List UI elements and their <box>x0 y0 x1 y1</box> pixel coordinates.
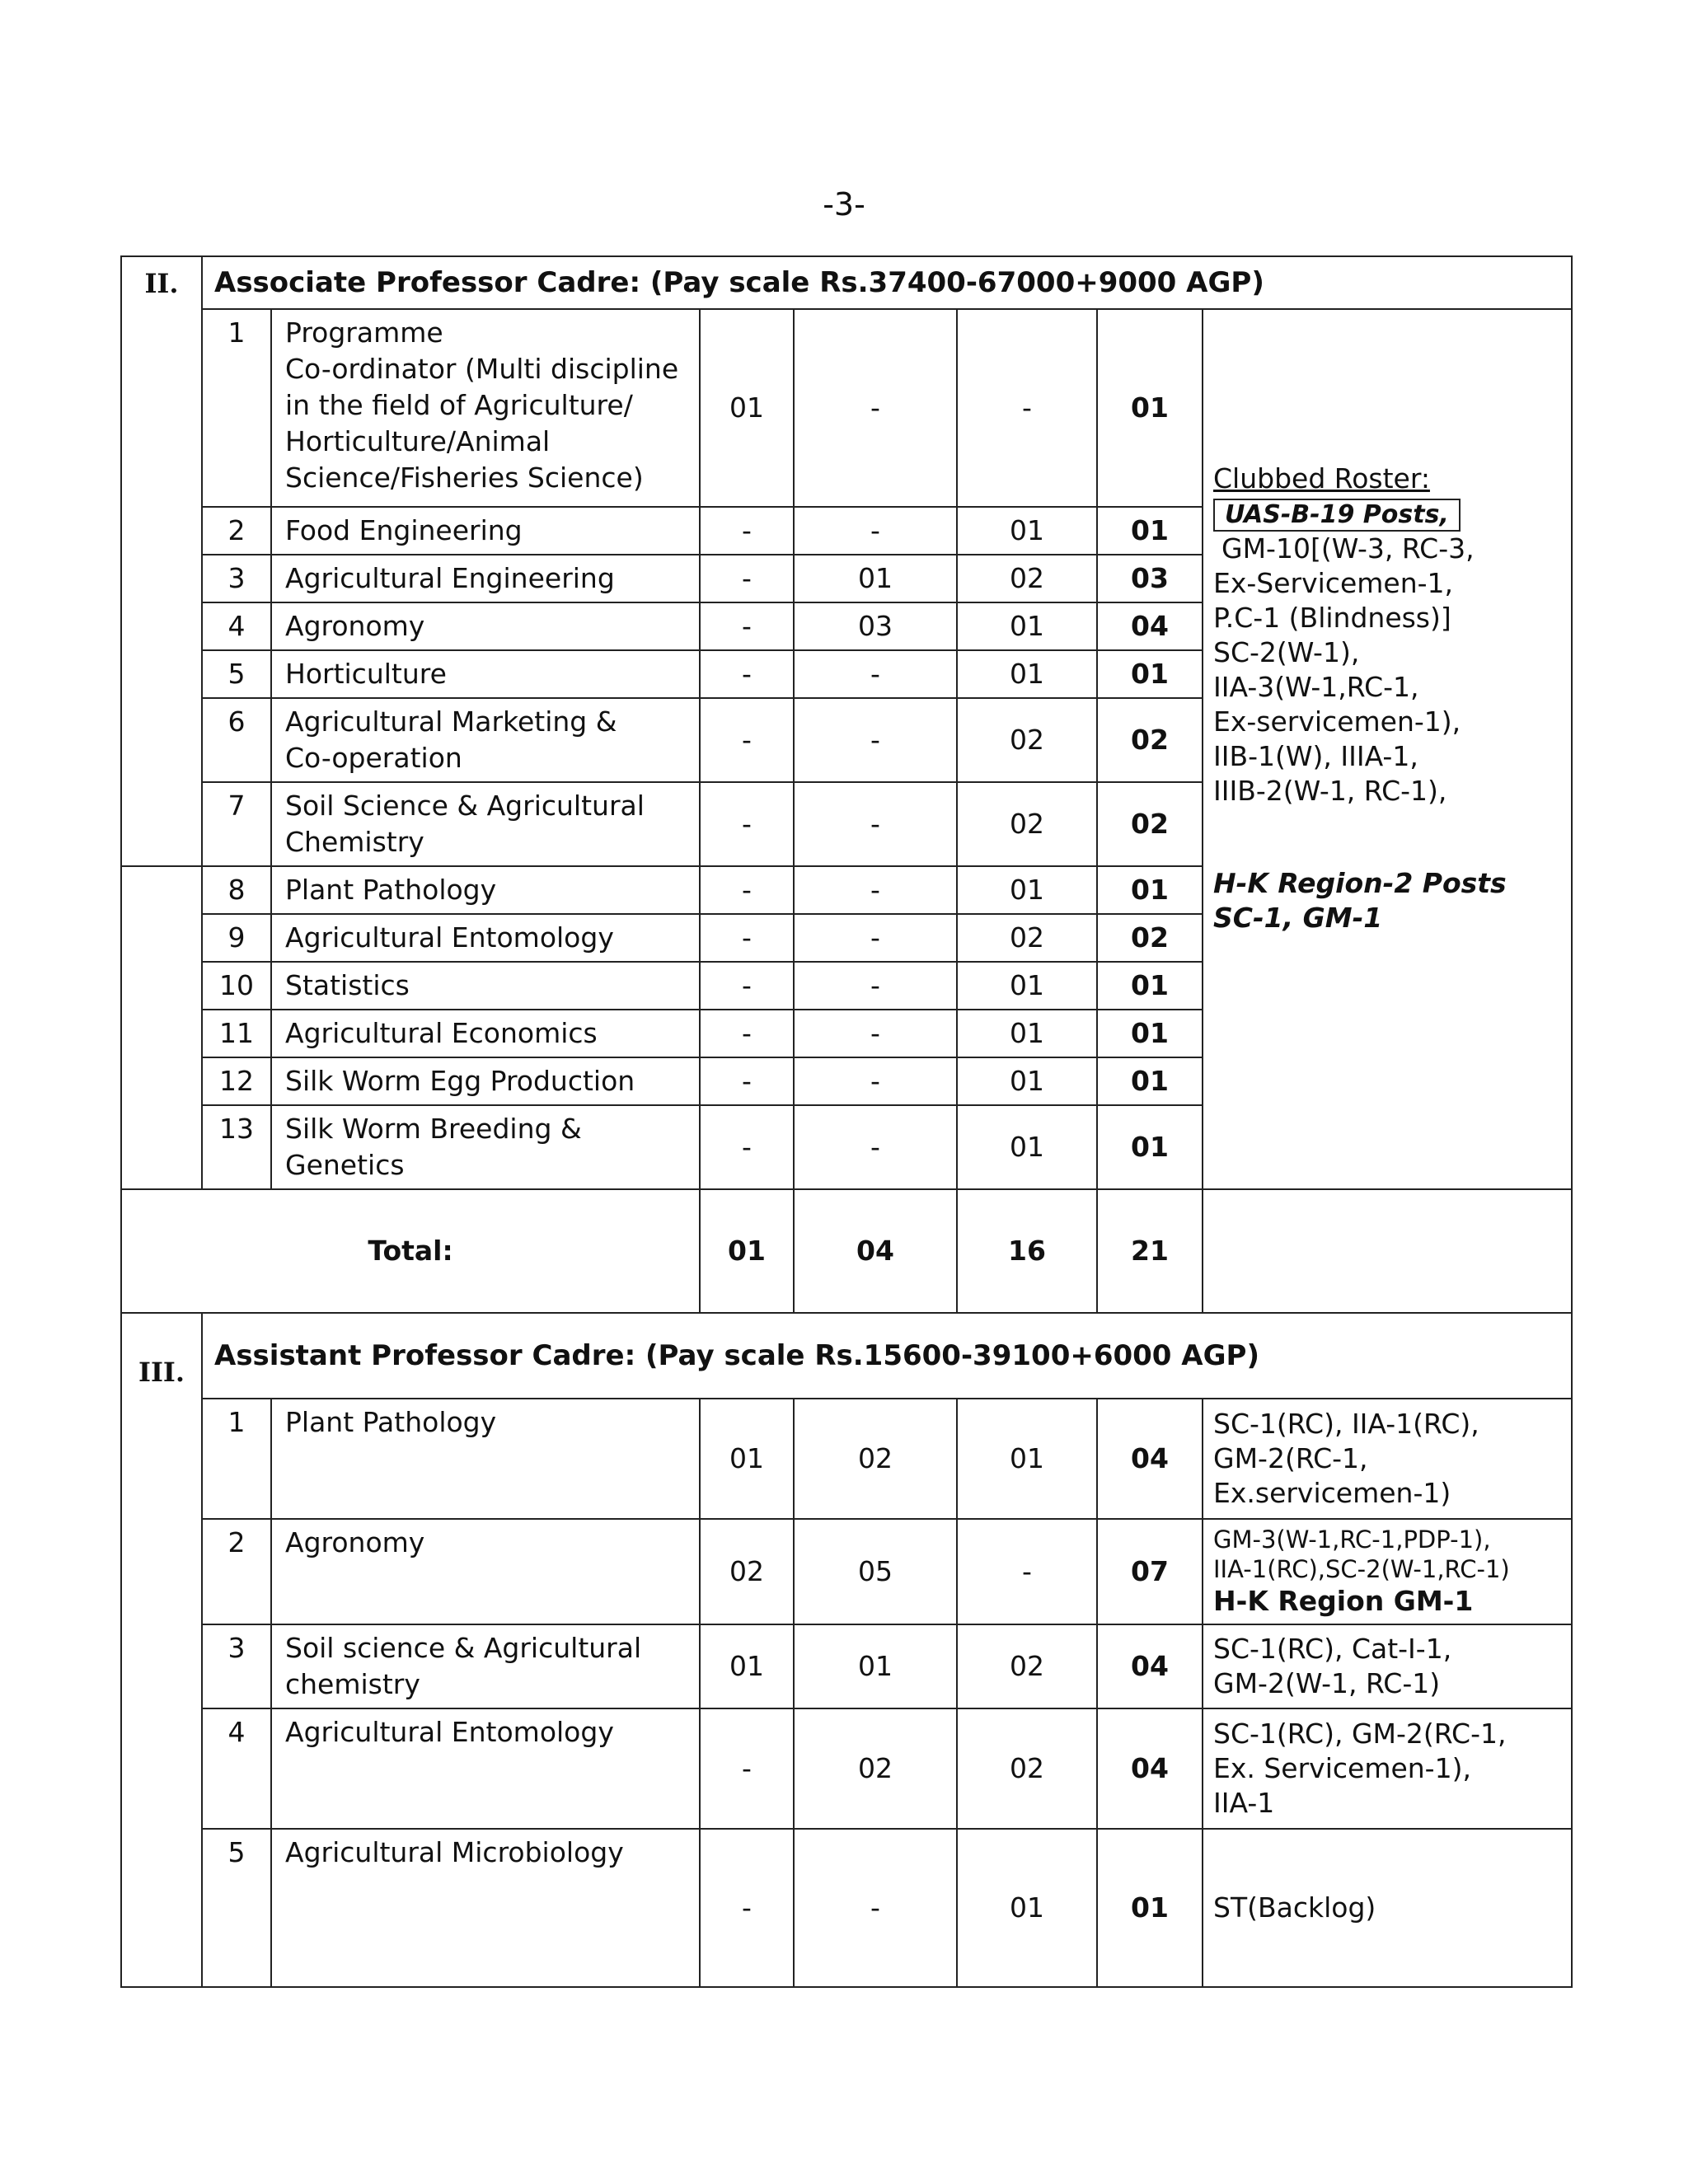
numeral-spacer <box>121 1010 202 1057</box>
count-col1: - <box>700 782 794 866</box>
numeral-spacer <box>121 507 202 555</box>
subject: Agricultural Economics <box>271 1010 700 1057</box>
numeral-spacer <box>121 1519 202 1624</box>
numeral-spacer <box>121 1829 202 1987</box>
sl-number: 2 <box>202 507 271 555</box>
count-col3: 01 <box>957 1010 1097 1057</box>
clubbed-roster-title: Clubbed Roster: <box>1213 462 1430 494</box>
table-row <box>121 1624 1572 1708</box>
sl-number: 1 <box>202 1399 271 1519</box>
section-heading-asst: Assistant Professor Cadre: (Pay scale Rs.15600-39100+6000 AGP) <box>202 1313 1572 1399</box>
count-col2: - <box>794 698 957 782</box>
section-heading-assoc: Associate Professor Cadre: (Pay scale Rs.37400-67000+9000 AGP) <box>202 256 1572 309</box>
subject: Food Engineering <box>271 507 700 555</box>
sl-number: 11 <box>202 1010 271 1057</box>
subject: Agricultural Entomology <box>271 1708 700 1829</box>
row-total: 01 <box>1097 1010 1203 1057</box>
count-col1: - <box>700 1708 794 1829</box>
count-col2: 03 <box>794 602 957 650</box>
count-col2: 02 <box>794 1708 957 1829</box>
numeral-spacer <box>121 1399 202 1519</box>
section-numeral-asst: III. <box>121 1313 202 1399</box>
subject: Plant Pathology <box>271 1399 700 1519</box>
roster-remarks: SC-1(RC), GM-2(RC-1, Ex. Servicemen-1), IIA-1 <box>1203 1708 1572 1829</box>
roster-line: IIB-1(W), IIIA-1, <box>1213 740 1418 772</box>
count-col1: - <box>700 1829 794 1987</box>
table-row <box>121 1708 1572 1829</box>
count-col3: - <box>957 1519 1097 1624</box>
row-total: 04 <box>1097 1399 1203 1519</box>
count-col1: - <box>700 507 794 555</box>
subject: Agricultural Microbiology <box>271 1829 700 1987</box>
hk-region-split: SC-1, GM-1 <box>1213 902 1383 934</box>
count-col2: - <box>794 650 957 698</box>
page-number: -3- <box>823 186 865 223</box>
row-total: 01 <box>1097 1057 1203 1105</box>
row-total: 03 <box>1097 555 1203 602</box>
count-col3: 01 <box>957 1829 1097 1987</box>
numeral-spacer <box>121 602 202 650</box>
count-col3: 01 <box>957 1399 1097 1519</box>
count-col3: 01 <box>957 650 1097 698</box>
sl-number: 5 <box>202 650 271 698</box>
table-row <box>121 1519 1572 1624</box>
count-col1: 01 <box>700 309 794 507</box>
count-col1: 01 <box>700 1399 794 1519</box>
row-total: 04 <box>1097 602 1203 650</box>
count-col3: 01 <box>957 866 1097 914</box>
sl-number: 2 <box>202 1519 271 1624</box>
numeral-spacer <box>121 698 202 782</box>
subject: Agricultural Marketing & Co-operation <box>271 698 700 782</box>
total-row <box>121 1189 1572 1313</box>
row-total: 02 <box>1097 698 1203 782</box>
count-col2: - <box>794 309 957 507</box>
count-col1: - <box>700 1105 794 1189</box>
roster-line: IIA-3(W-1,RC-1, <box>1213 671 1419 703</box>
count-col2: - <box>794 1829 957 1987</box>
roster-line: P.C-1 (Blindness)] <box>1213 602 1451 634</box>
count-col3: 02 <box>957 914 1097 962</box>
numeral-spacer <box>121 309 202 507</box>
uas-posts: UAS-B-19 Posts, <box>1213 499 1461 532</box>
count-col1: - <box>700 1057 794 1105</box>
count-col3: 01 <box>957 1057 1097 1105</box>
total-col3: 16 <box>957 1189 1097 1313</box>
count-col2: 01 <box>794 555 957 602</box>
subject: Statistics <box>271 962 700 1010</box>
numeral-spacer <box>121 1708 202 1829</box>
count-col1: - <box>700 866 794 914</box>
count-col3: 02 <box>957 782 1097 866</box>
numeral-spacer <box>121 962 202 1010</box>
grand-total: 21 <box>1097 1189 1203 1313</box>
roster-remarks: SC-1(RC), Cat-I-1, GM-2(W-1, RC-1) <box>1203 1624 1572 1708</box>
sl-number: 12 <box>202 1057 271 1105</box>
total-remarks-empty <box>1203 1189 1572 1313</box>
roster-remarks: ST(Backlog) <box>1203 1829 1572 1987</box>
sl-number: 6 <box>202 698 271 782</box>
row-total: 01 <box>1097 1829 1203 1987</box>
subject: Soil Science & Agricultural Chemistry <box>271 782 700 866</box>
table-row <box>121 1829 1572 1987</box>
count-col3: 02 <box>957 555 1097 602</box>
row-total: 02 <box>1097 782 1203 866</box>
subject: Silk Worm Breeding & Genetics <box>271 1105 700 1189</box>
count-col2: - <box>794 866 957 914</box>
numeral-spacer <box>121 1624 202 1708</box>
count-col2: 05 <box>794 1519 957 1624</box>
count-col3: 01 <box>957 602 1097 650</box>
total-col2: 04 <box>794 1189 957 1313</box>
count-col2: 01 <box>794 1624 957 1708</box>
roster-remarks: GM-3(W-1,RC-1,PDP-1), IIA-1(RC),SC-2(W-1,RC-1) H-K Region GM-1 <box>1203 1519 1572 1624</box>
count-col1: - <box>700 602 794 650</box>
row-total: 01 <box>1097 1105 1203 1189</box>
count-col2: - <box>794 507 957 555</box>
count-col1: - <box>700 650 794 698</box>
count-col2: - <box>794 782 957 866</box>
row-total: 04 <box>1097 1624 1203 1708</box>
count-col3: 01 <box>957 962 1097 1010</box>
roster-line: GM-10[(W-3, RC-3, <box>1221 532 1475 565</box>
numeral-spacer <box>121 650 202 698</box>
sl-number: 8 <box>202 866 271 914</box>
row-total: 01 <box>1097 866 1203 914</box>
subject: Agricultural Engineering <box>271 555 700 602</box>
numeral-spacer <box>121 782 202 866</box>
count-col2: 02 <box>794 1399 957 1519</box>
count-col1: - <box>700 555 794 602</box>
clubbed-roster-remarks <box>1203 309 1572 1189</box>
count-col3: - <box>957 309 1097 507</box>
subject: Agricultural Entomology <box>271 914 700 962</box>
hk-region-posts: H-K Region-2 Posts <box>1213 867 1507 899</box>
count-col1: - <box>700 698 794 782</box>
count-col2: - <box>794 1105 957 1189</box>
subject: Plant Pathology <box>271 866 700 914</box>
count-col2: - <box>794 914 957 962</box>
count-col2: - <box>794 1010 957 1057</box>
roster-line: Ex-servicemen-1), <box>1213 705 1461 738</box>
table-row <box>121 309 1572 507</box>
sl-number: 3 <box>202 555 271 602</box>
count-col1: - <box>700 914 794 962</box>
row-total: 01 <box>1097 962 1203 1010</box>
table-row <box>121 1399 1572 1519</box>
count-col3: 01 <box>957 1105 1097 1189</box>
numeral-spacer <box>121 1105 202 1189</box>
sl-number: 13 <box>202 1105 271 1189</box>
row-total: 04 <box>1097 1708 1203 1829</box>
count-col1: 01 <box>700 1624 794 1708</box>
numeral-spacer <box>121 555 202 602</box>
sl-number: 9 <box>202 914 271 962</box>
numeral-spacer <box>121 914 202 962</box>
count-col1: 02 <box>700 1519 794 1624</box>
subject: Silk Worm Egg Production <box>271 1057 700 1105</box>
count-col3: 01 <box>957 507 1097 555</box>
subject: Programme Co-ordinator (Multi discipline in the field of Agriculture/ Horticulture/Animal Science/Fisheries Science) <box>271 309 700 507</box>
count-col3: 02 <box>957 1624 1097 1708</box>
count-col1: - <box>700 962 794 1010</box>
sl-number: 4 <box>202 602 271 650</box>
recruitment-table <box>120 255 1573 1988</box>
sl-number: 5 <box>202 1829 271 1987</box>
total-label: Total: <box>121 1189 700 1313</box>
numeral-spacer <box>121 1057 202 1105</box>
count-col3: 02 <box>957 698 1097 782</box>
hk-region-gm: H-K Region GM-1 <box>1213 1585 1474 1617</box>
roster-line: IIIB-2(W-1, RC-1), <box>1213 775 1447 807</box>
row-total: 07 <box>1097 1519 1203 1624</box>
subject: Soil science & Agricultural chemistry <box>271 1624 700 1708</box>
sl-number: 7 <box>202 782 271 866</box>
subject: Agronomy <box>271 602 700 650</box>
count-col2: - <box>794 962 957 1010</box>
count-col2: - <box>794 1057 957 1105</box>
sl-number: 3 <box>202 1624 271 1708</box>
count-col1: - <box>700 1010 794 1057</box>
count-col3: 02 <box>957 1708 1097 1829</box>
sl-number: 10 <box>202 962 271 1010</box>
sl-number: 4 <box>202 1708 271 1829</box>
row-total: 01 <box>1097 309 1203 507</box>
total-col1: 01 <box>700 1189 794 1313</box>
row-total: 01 <box>1097 650 1203 698</box>
sl-number: 1 <box>202 309 271 507</box>
subject: Agronomy <box>271 1519 700 1624</box>
roster-remarks: SC-1(RC), IIA-1(RC), GM-2(RC-1, Ex.servicemen-1) <box>1203 1399 1572 1519</box>
roster-line: SC-2(W-1), <box>1213 636 1360 668</box>
subject: Horticulture <box>271 650 700 698</box>
roster-line: Ex-Servicemen-1, <box>1213 567 1454 599</box>
numeral-spacer <box>121 866 202 914</box>
row-total: 01 <box>1097 507 1203 555</box>
section-numeral-assoc: II. <box>121 256 202 309</box>
row-total: 02 <box>1097 914 1203 962</box>
